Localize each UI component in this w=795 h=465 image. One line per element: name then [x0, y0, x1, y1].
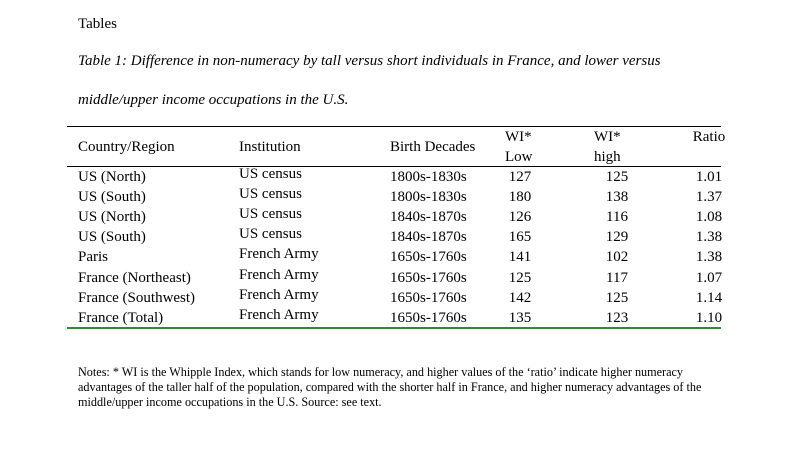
cell-country: France (Total) [78, 309, 164, 326]
cell-wi-low: 125 [508, 269, 532, 286]
cell-wi-low: 165 [508, 229, 532, 246]
cell-ratio: 1.37 [695, 189, 723, 206]
cell-wi-high: 138 [605, 189, 629, 206]
header-wi-low-line2: Low [505, 149, 533, 165]
cell-ratio: 1.10 [695, 309, 723, 326]
cell-wi-low: 142 [508, 289, 532, 306]
cell-institution: French Army [239, 246, 319, 263]
cell-birth-decades: 1650s-1760s [390, 269, 467, 286]
header-ratio: Ratio [692, 129, 726, 145]
cell-birth-decades: 1840s-1870s [390, 209, 467, 226]
cell-birth-decades: 1650s-1760s [390, 289, 467, 306]
header-wi-low-line1: WI* [505, 129, 532, 145]
cell-birth-decades: 1650s-1760s [390, 249, 467, 266]
table-notes: Notes: * WI is the Whipple Index, which stands for low numeracy, and higher values of the ‘ratio’ indicate higher numeracy advantages of the taller half of the population, compared with the shorter half in France, and higher numeracy advantages of the middle/upper income occupations in the U.S. Source: see text. [78, 365, 702, 409]
table-top-rule [67, 126, 721, 127]
cell-country: US (South) [78, 229, 146, 246]
cell-institution: US census [239, 206, 302, 223]
cell-wi-low: 135 [508, 309, 532, 326]
cell-institution: French Army [239, 286, 319, 303]
cell-ratio: 1.38 [695, 249, 723, 266]
table-caption-line-2: middle/upper income occupations in the U.S. [78, 92, 349, 108]
cell-ratio: 1.38 [695, 229, 723, 246]
cell-wi-low: 180 [508, 189, 532, 206]
cell-wi-high: 125 [605, 289, 629, 306]
cell-ratio: 1.07 [695, 269, 723, 286]
cell-wi-high: 123 [605, 309, 629, 326]
cell-country: Paris [78, 249, 108, 266]
header-wi-high-line1: WI* [594, 129, 621, 145]
cell-birth-decades: 1840s-1870s [390, 229, 467, 246]
header-institution: Institution [239, 139, 301, 155]
header-country: Country/Region [78, 139, 175, 155]
cell-wi-high: 117 [606, 269, 628, 286]
cell-wi-low: 127 [508, 169, 532, 185]
cell-country: US (North) [78, 209, 146, 226]
cell-institution: US census [239, 226, 302, 243]
cell-ratio: 1.08 [695, 209, 723, 226]
cell-ratio: 1.14 [695, 289, 723, 306]
cell-country: France (Southwest) [78, 289, 196, 306]
cell-birth-decades: 1800s-1830s [390, 169, 467, 185]
cell-ratio: 1.01 [695, 169, 723, 185]
cell-institution: US census [239, 186, 302, 203]
header-wi-high-line2: high [594, 149, 621, 165]
cell-wi-low: 126 [508, 209, 532, 226]
table-caption-line-1: Table 1: Difference in non-numeracy by tall versus short individuals in France, and lower versus [78, 53, 661, 69]
cell-institution: French Army [239, 266, 319, 283]
cell-wi-high: 116 [606, 209, 628, 226]
section-heading: Tables [78, 16, 117, 32]
cell-country: US (South) [78, 189, 146, 206]
cell-institution: US census [239, 166, 302, 182]
table-bottom-rule [67, 327, 721, 329]
cell-country: US (North) [78, 169, 146, 185]
cell-wi-high: 125 [605, 169, 629, 185]
cell-birth-decades: 1800s-1830s [390, 189, 467, 206]
cell-institution: French Army [239, 306, 319, 323]
cell-wi-high: 102 [605, 249, 629, 266]
cell-country: France (Northeast) [78, 269, 191, 286]
cell-wi-high: 129 [605, 229, 629, 246]
cell-birth-decades: 1650s-1760s [390, 309, 467, 326]
cell-wi-low: 141 [508, 249, 532, 266]
header-birth-decades: Birth Decades [390, 139, 476, 155]
